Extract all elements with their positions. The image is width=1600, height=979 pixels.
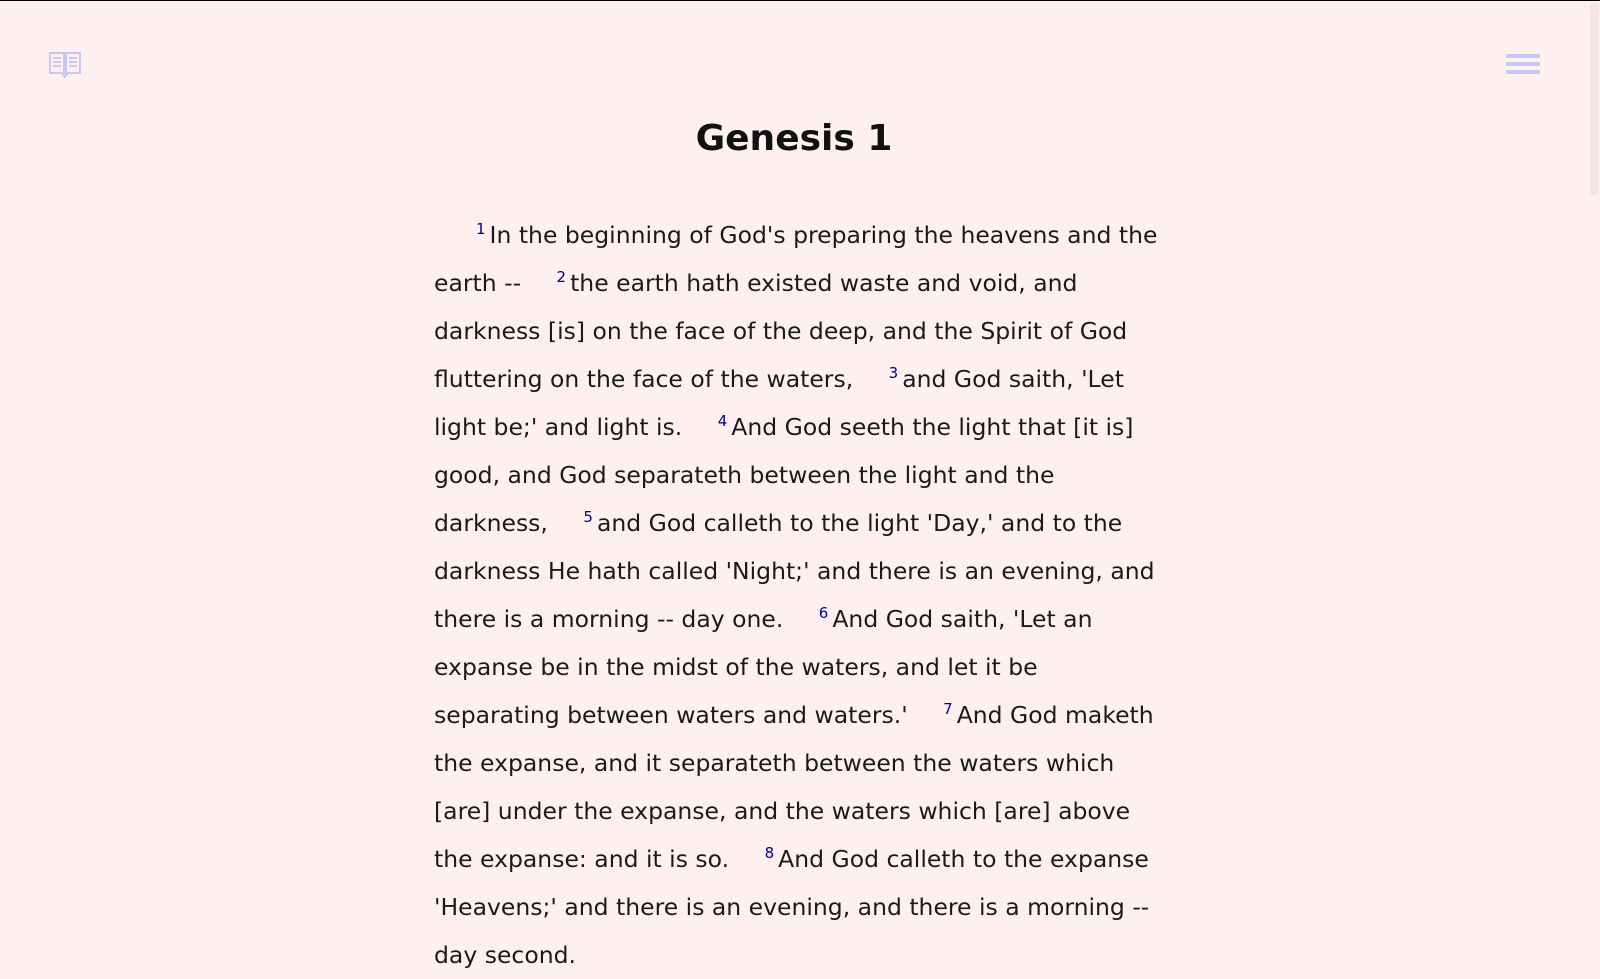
verse-text: In the beginning of God's preparing the heavens and the earth --: [434, 221, 1158, 297]
verse-text: And God maketh the expanse, and it separateth between the waters which [are] under the expanse, and the waters which [are] above the expanse: and it is so.: [434, 701, 1154, 873]
verse-number[interactable]: 1: [476, 220, 486, 238]
chapter-text: [434, 211, 1164, 979]
verse-number[interactable]: 6: [818, 604, 829, 622]
verse-number[interactable]: 7: [943, 700, 953, 718]
menu-button[interactable]: [1506, 53, 1540, 79]
verse-number[interactable]: 3: [888, 364, 899, 382]
hamburger-menu-icon: [1506, 53, 1540, 79]
verse-text: and God calleth to the light 'Day,' and to the darkness He hath called 'Night;' and there is an evening, and there is a morning -- day one.: [434, 509, 1155, 633]
scrollbar[interactable]: [1588, 1, 1600, 901]
verse-number[interactable]: 4: [717, 412, 728, 430]
verse-text: And God calleth to the expanse 'Heavens;' and there is an evening, and there is a morning -- day second.: [434, 845, 1150, 969]
verse-text: And God seeth the light that [it is] good, and God separateth between the light and the darkness,: [434, 413, 1134, 537]
verse-text: and God saith, 'Let light be;' and light is.: [434, 365, 1124, 441]
verse-number[interactable]: 2: [556, 268, 567, 286]
chapter-title: Genesis 1: [695, 118, 893, 159]
verse-number[interactable]: 8: [764, 844, 775, 862]
book-selector-button[interactable]: [48, 51, 82, 79]
verse-number[interactable]: 5: [583, 508, 593, 526]
verse-text: the earth hath existed waste and void, and darkness [is] on the face of the deep, and the Spirit of God fluttering on the face of the waters,: [434, 269, 1128, 393]
verse-text: And God saith, 'Let an expanse be in the midst of the waters, and let it be separating between waters and waters.': [434, 605, 1093, 729]
open-book-icon: [48, 51, 82, 79]
scrollbar-thumb[interactable]: [1590, 3, 1599, 195]
